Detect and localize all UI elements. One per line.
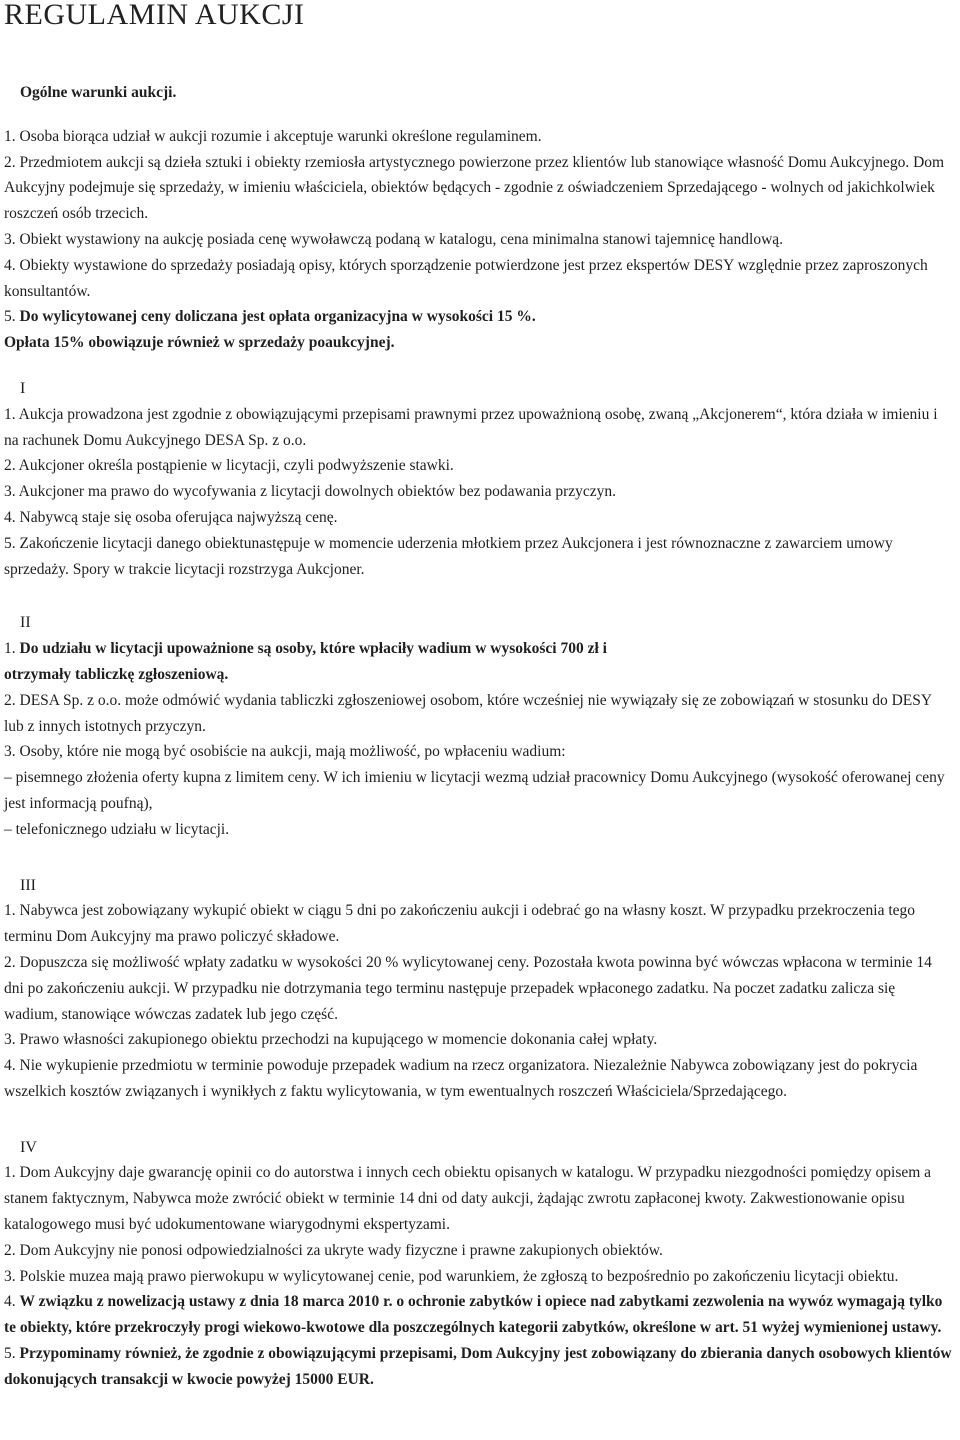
section-4-item-1 xyxy=(4,1160,952,1237)
item-number: 5. xyxy=(4,308,20,326)
item-text: Przedmiotem aukcji są dzieła sztuki i obiekty rzemiosła artystycznego powierzone przez klientów lub stanowiące własność Domu Aukcyjnego. Dom Aukcyjny podejmuje się sprzedaży, w imieniu właściciela, obiektów będących - zgodnie z oświadczeniem Sprzedającego - wolnych od jakichkolwiek roszczeń osób trzecich. xyxy=(4,153,945,223)
section-1 xyxy=(4,376,952,582)
section-2 xyxy=(4,610,952,842)
item-number: 5. xyxy=(4,534,20,552)
section-2-item-4 xyxy=(4,765,952,817)
dash-bullet: – xyxy=(4,769,16,787)
general-item-2 xyxy=(4,150,952,227)
item-bold-text: W związku z nowelizacją ustawy z dnia 18 marca 2010 r. o ochronie zabytków i opiece nad zabytkami zezwolenia na wywóz wymagają tylko te obiekty, które przekroczyły progi wiekowo-kwotowe dla poszczególnych kategorii zabytków, określone w art. 51 wyżej wymienionej ustawy. xyxy=(4,1293,943,1337)
item-text: Prawo własności zakupionego obiektu przechodzi na kupującego w momencie dokonania całej wpłaty. xyxy=(19,1031,658,1049)
section-3-item-3 xyxy=(4,1027,952,1053)
item-text: Aukcja prowadzona jest zgodnie z obowiązującymi przepisami prawnymi przez upoważnioną osobę, zwaną „Akcjonerem“, która działa w imieniu i na rachunek Domu Aukcyjnego DESA Sp. z o.o. xyxy=(4,405,938,449)
section-3-item-2 xyxy=(4,950,952,1027)
document-page xyxy=(4,0,952,1393)
item-text: Zakończenie licytacji danego obiektunastępuje w momencie uderzenia młotkiem przez Aukcjonera i jest równoznaczne z zawarciem umowy sprzedaży. Spory w trakcie licytacji rozstrzyga Aukcjoner. xyxy=(4,534,893,578)
general-item-1 xyxy=(4,124,952,150)
section-1-item-2 xyxy=(4,453,952,479)
section-heading: I xyxy=(20,379,26,397)
item-number: 5. xyxy=(4,1345,20,1363)
section-3 xyxy=(4,873,952,1105)
item-number: 1. xyxy=(4,127,20,145)
item-text: Aukcjoner ma prawo do wycofywania z licytacji dowolnych obiektów bez podawania przyczyn. xyxy=(18,483,617,501)
section-4 xyxy=(4,1135,952,1393)
general-item-3 xyxy=(4,227,952,253)
item-number: 3. xyxy=(4,230,20,248)
section-1-item-3 xyxy=(4,479,952,505)
section-heading: IV xyxy=(20,1138,37,1156)
item-number: 3. xyxy=(4,483,19,501)
item-number: 1. xyxy=(4,640,20,658)
section-1-item-1 xyxy=(4,402,952,454)
section-4-item-2 xyxy=(4,1238,952,1264)
item-number: 3. xyxy=(4,1031,20,1049)
item-number: 2. xyxy=(4,1241,20,1259)
item-number: 1. xyxy=(4,1164,20,1182)
section-4-item-4 xyxy=(4,1289,952,1341)
item-text: Polskie muzea mają prawo pierwokupu w wylicytowanej cenie, pod warunkiem, że zgłoszą to bezpośrednio po zakończeniu licytacji obiektu. xyxy=(19,1267,899,1285)
item-text: telefonicznego udziału w licytacji. xyxy=(15,820,230,838)
general-item-4 xyxy=(4,253,952,305)
general-section xyxy=(4,30,952,356)
item-number: 2. xyxy=(4,953,20,971)
section-1-item-5 xyxy=(4,531,952,583)
item-text: Nabywcą staje się osoba oferująca najwyższą cenę. xyxy=(19,508,338,526)
item-bold-text: Przypominamy również, że zgodnie z obowiązującymi przepisami, Dom Aukcyjny jest zobowiązany do zbierania danych osobowych klientów dokonujących transakcji w kwocie powyżej 15000 EUR. xyxy=(4,1345,952,1388)
item-bold-text: Do wylicytowanej ceny doliczana jest opłata organizacyjna w wysokości 15 %. Opłata 15% obowiązuje również w sprzedaży poaukcyjnej. xyxy=(4,308,536,352)
item-text: Dopuszcza się możliwość wpłaty zadatku w wysokości 20 % wylicytowanej ceny. Pozostała kwota powinna być wówczas wpłacona w terminie 14 dni po zakończeniu aukcji. W przypadku nie dotrzymania tego terminu następuje przepadek wpłaconego zadatku. Na poczet zadatku zalicza się wadium, stanowiące wówczas zadatek lub jego część. xyxy=(4,953,932,1023)
section-3-item-4 xyxy=(4,1053,952,1105)
item-number: 3. xyxy=(4,1267,20,1285)
section-heading: III xyxy=(20,876,36,894)
page-title: REGULAMIN AUKCJI xyxy=(4,0,305,31)
section-2-item-3 xyxy=(4,739,952,765)
item-text: Dom Aukcyjny nie ponosi odpowiedzialności za ukryte wady fizyczne i prawne zakupionych obiektów. xyxy=(19,1241,663,1259)
item-text: Nabywca jest zobowiązany wykupić obiekt w ciągu 5 dni po zakończeniu aukcji i odebrać go na własny koszt. W przypadku przekroczenia tego terminu Dom Aukcyjny ma prawo policzyć składowe. xyxy=(4,902,916,946)
item-text: Osoby, które nie mogą być osobiście na aukcji, mają możliwość, po wpłaceniu wadium: xyxy=(19,743,566,761)
item-number: 2. xyxy=(4,691,20,709)
item-text: Obiekty wystawione do sprzedaży posiadają opisy, których sporządzenie potwierdzone jest przez ekspertów DESY względnie przez zaproszonych konsultantów. xyxy=(4,256,928,300)
section-4-item-5 xyxy=(4,1341,952,1393)
general-items xyxy=(4,124,952,356)
item-number: 1. xyxy=(4,405,19,423)
general-heading: Ogólne warunki aukcji. xyxy=(20,84,177,101)
item-number: 4. xyxy=(4,1293,20,1311)
item-number: 4. xyxy=(4,256,20,274)
item-number: 4. xyxy=(4,1057,20,1075)
item-text: Nie wykupienie przedmiotu w terminie powoduje przepadek wadium na rzecz organizatora. Niezależnie Nabywca zobowiązany jest do pokrycia wszelkich kosztów związanych i wynikłych z faktu wylicytowania, w tym ewentualnych roszczeń Właściciela/Sprzedającego. xyxy=(4,1057,918,1100)
section-2-item-2 xyxy=(4,688,952,740)
section-4-item-3 xyxy=(4,1264,952,1290)
section-2-item-1 xyxy=(4,636,644,688)
section-heading: II xyxy=(20,614,31,632)
section-3-item-1 xyxy=(4,898,952,950)
item-number: 2. xyxy=(4,457,19,475)
item-text: DESA Sp. z o.o. może odmówić wydania tabliczki zgłoszeniowej osobom, które wcześniej nie wywiązały się ze zobowiązań w stosunku do DESY lub z innych istotnych przyczyn. xyxy=(4,691,932,735)
section-2-item-5 xyxy=(4,817,952,843)
item-text: Osoba biorąca udział w aukcji rozumie i akceptuje warunki określone regulaminem. xyxy=(19,127,542,145)
item-text: Obiekt wystawiony na aukcję posiada cenę wywoławczą podaną w katalogu, cena minimalna stanowi tajemnicę handlową. xyxy=(19,230,784,248)
item-number: 2. xyxy=(4,153,20,171)
item-text: Dom Aukcyjny daje gwarancję opinii co do autorstwa i innych cech obiektu opisanych w katalogu. W przypadku niezgodności pomiędzy opisem a stanem faktycznym, Nabywca może zwrócić obiekt w terminie 14 dni od daty aukcji, żądając zwrotu zapłaconej kwoty. Zakwestionowanie opisu katalogowego musi być udokumentowane wiarygodnymi ekspertyzami. xyxy=(4,1164,932,1234)
general-item-5 xyxy=(4,304,564,356)
item-number: 1. xyxy=(4,902,20,920)
item-text: Aukcjoner określa postąpienie w licytacji, czyli podwyższenie stawki. xyxy=(18,457,454,475)
section-1-item-4 xyxy=(4,505,952,531)
item-text: pisemnego złożenia oferty kupna z limitem ceny. W ich imieniu w licytacji wezmą udział pracownicy Domu Aukcyjnego (wysokość oferowanej ceny jest informacją poufną), xyxy=(4,769,945,812)
item-bold-text: Do udziału w licytacji upoważnione są osoby, które wpłaciły wadium w wysokości 700 zł i otrzymały tabliczkę zgłoszeniową. xyxy=(4,640,607,683)
item-number: 3. xyxy=(4,743,20,761)
dash-bullet: – xyxy=(4,820,16,838)
item-number: 4. xyxy=(4,508,20,526)
